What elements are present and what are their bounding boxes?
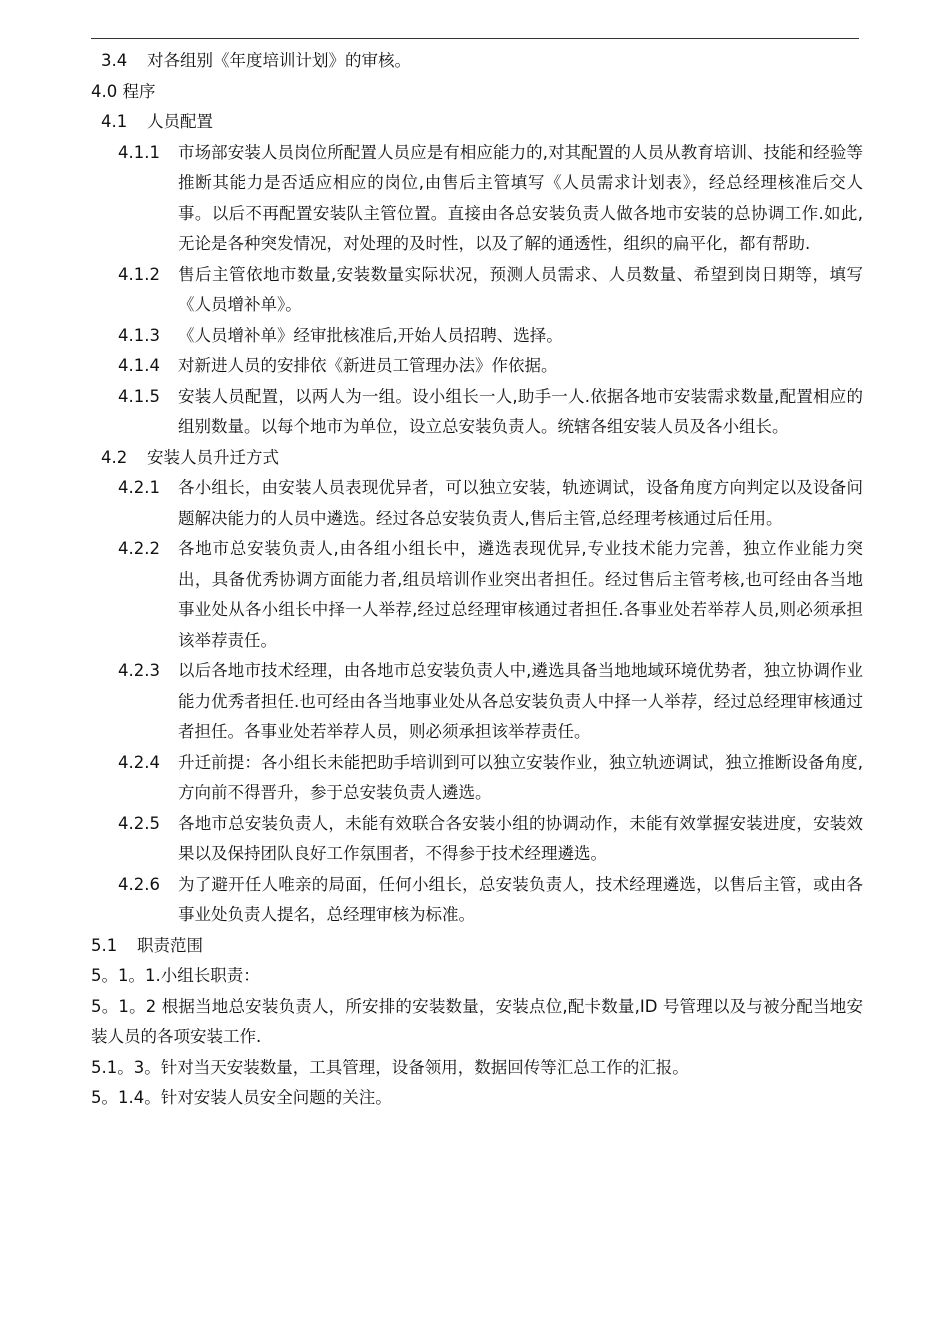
clause-number: 4.1.4 xyxy=(118,356,160,375)
clause-4-2-3 xyxy=(91,656,863,748)
section-3-4 xyxy=(91,46,863,77)
section-number: 4.1 xyxy=(101,112,128,131)
clause-number: 4.2.1 xyxy=(118,478,160,497)
clause-4-1-2 xyxy=(91,260,863,321)
clause-number: 4.2.5 xyxy=(118,813,160,833)
clause-text: 各地市总安装负责人，未能有效联合各安装小组的协调动作，未能有效掌握安装进度，安装效果以及保持团队良好工作氛围者，不得参于技术经理遴选。 xyxy=(178,813,863,863)
clause-number: 4.2.3 xyxy=(118,661,160,680)
header-rule xyxy=(91,38,859,39)
clause-text: 售后主管依地市数量,安装数量实际状况，预测人员需求、人员数量、希望到岗日期等，填写《人员增补单》。 xyxy=(178,264,863,314)
clause-4-1-4 xyxy=(91,351,863,382)
clause-text: 《人员增补单》经审批核准后,开始人员招聘、选择。 xyxy=(178,325,563,345)
clause-4-2-2 xyxy=(91,534,863,656)
clause-text: 各小组长，由安装人员表现优异者，可以独立安装，轨迹调试，设备角度方向判定以及设备问题解决能力的人员中遴选。经过各总安装负责人,售后主管,总经理考核通过后任用。 xyxy=(178,478,863,528)
clause-number: 4.1.1 xyxy=(118,142,160,162)
clause-text: 各地市总安装负责人,由各组小组长中，遴选表现优异,专业技术能力完善，独立作业能力突出，具备优秀协调方面能力者,组员培训作业突出者担任。经过售后主管考核,也可经由各当地事业处从各小组长中择一人举荐,经过总经理审核通过者担任.各事业处若举荐人员,则必须承担该举荐责任。 xyxy=(178,539,863,650)
clause-number: 4.2.2 xyxy=(118,539,160,558)
section-number: 4.2 xyxy=(101,447,128,467)
heading-4-2 xyxy=(91,443,863,474)
clause-4-2-4 xyxy=(91,748,863,809)
document-body xyxy=(91,46,863,1114)
duty-5-1-4: 5。1.4。针对安装人员安全问题的关注。 xyxy=(91,1088,392,1107)
clause-4-2-6 xyxy=(91,870,863,931)
clause-number: 4.2.4 xyxy=(118,752,160,772)
clause-number: 4.2.6 xyxy=(118,874,160,894)
clause-number: 4.1.3 xyxy=(118,325,160,345)
section-text: 对各组别《年度培训计划》的审核。 xyxy=(147,51,411,70)
heading-text: 安装人员升迁方式 xyxy=(147,447,279,467)
clause-4-1-1 xyxy=(91,138,863,260)
duty-5-1-3: 5.1。3。针对当天安装数量，工具管理，设备领用，数据回传等汇总工作的汇报。 xyxy=(91,1057,689,1077)
heading-4-0 xyxy=(91,77,863,108)
clause-4-1-5 xyxy=(91,382,863,443)
clause-number: 4.1.5 xyxy=(118,386,160,406)
duty-5-1-2: 5。1。2 根据当地总安装负责人，所安排的安装数量，安装点位,配卡数量,ID 号管理以及与被分配当地安装人员的各项安装工作. xyxy=(91,996,863,1046)
heading-text: 人员配置 xyxy=(147,112,213,131)
heading-5-1 xyxy=(91,931,863,962)
clause-4-1-3 xyxy=(91,321,863,352)
clause-text: 以后各地市技术经理，由各地市总安装负责人中,遴选具备当地地域环境优势者，独立协调作业能力优秀者担任.也可经由各当地事业处从各总安装负责人中择一人举荐，经过总经理审核通过者担任。各事业处若举荐人员，则必须承担该举荐责任。 xyxy=(178,661,863,741)
clause-4-2-5 xyxy=(91,809,863,870)
section-number: 3.4 xyxy=(101,51,128,70)
clause-text: 对新进人员的安排依《新进员工管理办法》作依据。 xyxy=(178,356,558,375)
duty-5-1-1: 5。1。1.小组长职责： xyxy=(91,966,260,985)
heading-4-1 xyxy=(91,107,863,138)
clause-number: 4.1.2 xyxy=(118,264,160,284)
section-number: 5.1 xyxy=(91,935,118,955)
heading-text: 职责范围 xyxy=(137,935,203,955)
clause-text: 为了避开任人唯亲的局面，任何小组长，总安装负责人，技术经理遴选，以售后主管，或由各事业处负责人提名，总经理审核为标准。 xyxy=(178,874,863,924)
clause-4-2-1 xyxy=(91,473,863,534)
heading-text: 4.0 程序 xyxy=(91,81,156,101)
clause-text: 安装人员配置，以两人为一组。设小组长一人,助手一人.依据各地市安装需求数量,配置相应的组别数量。以每个地市为单位，设立总安装负责人。统辖各组安装人员及各小组长。 xyxy=(178,386,863,436)
clause-text: 升迁前提：各小组长未能把助手培训到可以独立安装作业，独立轨迹调试，独立推断设备角度,方向前不得晋升，参于总安装负责人遴选。 xyxy=(178,752,863,802)
clause-text: 市场部安装人员岗位所配置人员应是有相应能力的,对其配置的人员从教育培训、技能和经验等推断其能力是否适应相应的岗位,由售后主管填写《人员需求计划表》，经总经理核准后交人事。以后不再配置安装队主管位置。直接由各总安装负责人做各地市安装的总协调工作.如此,无论是各种突发情况，对处理的及时性，以及了解的通透性，组织的扁平化，都有帮助. xyxy=(178,142,863,253)
